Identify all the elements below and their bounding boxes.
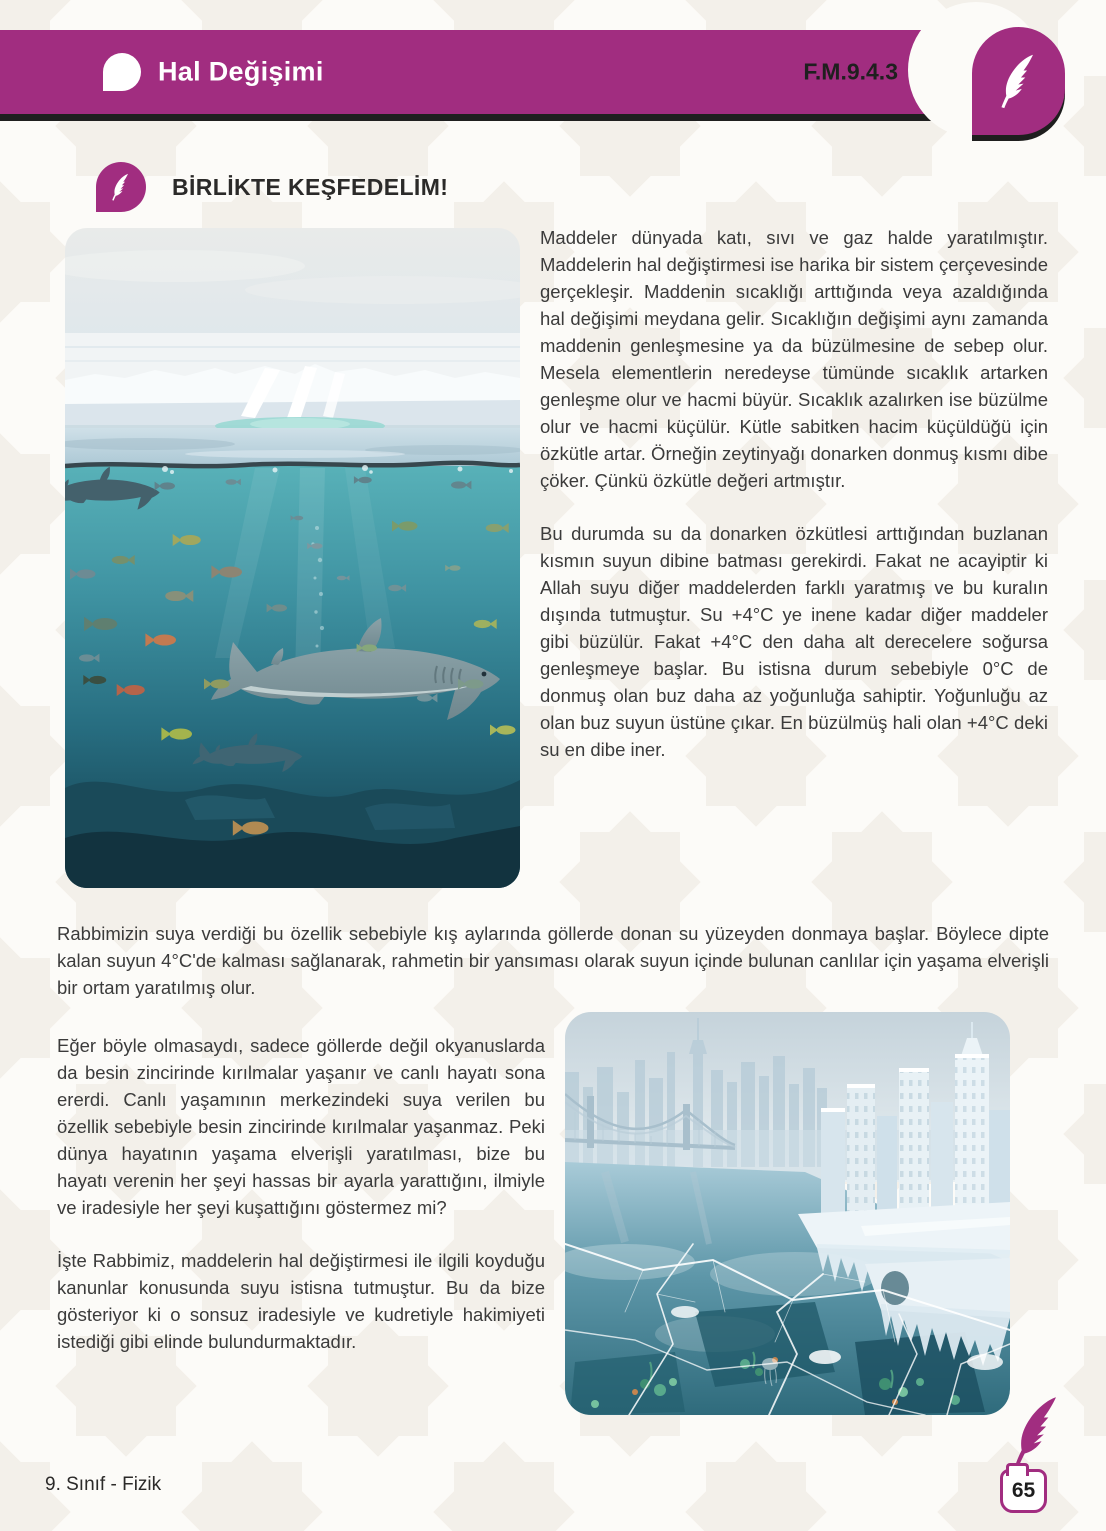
frozen-city-scene xyxy=(565,1012,1010,1415)
feather-icon xyxy=(991,53,1047,109)
frozen-city-photo xyxy=(565,1012,1010,1415)
iceberg-underwater-scene xyxy=(65,228,520,888)
chapter-banner xyxy=(0,30,990,114)
iceberg-underwater-photo xyxy=(65,228,520,888)
quill-icon xyxy=(1002,1385,1074,1477)
drop-icon xyxy=(103,53,141,91)
paragraph: İşte Rabbimiz, maddelerin hal değiştirmesi ile ilgili koyduğu kanunlar konusunda suyu istisna tutmuştur. Bu da bize gösteriyor ki o sonsuz iradesiyle ve kudretiyle hakimiyeti istediği gibi elinde bulundurmaktadır. xyxy=(57,1250,545,1352)
feather-icon xyxy=(107,173,135,201)
section-heading xyxy=(96,162,448,212)
paragraph: Eğer böyle olmasaydı, sadece göllerde değil okyanuslarda da besin zincirinde kırılmalar yaşanır ve canlı hayatı sona ererdi. Canlı yaşamının merkezindeki suya verilen bu özellik sebebiyle besin zincirinde kırılmalar yaşanmaz. Peki dünya hayatının yaşama elverişli yaratılması, bize bu hayatı verenin her şeyi hassas bir ayarla yarattığını, ilmiyle ve iradesiyle her şeyi kuşattığını göstermez mi? xyxy=(57,1035,545,1218)
curriculum-code: F.M.9.4.3 xyxy=(803,58,898,85)
feather-drop-icon xyxy=(96,162,146,212)
course-label: 9. Sınıf - Fizik xyxy=(45,1474,162,1495)
closing-text-column xyxy=(57,1032,545,1355)
paragraph: Maddeler dünyada katı, sıvı ve gaz halde yaratılmıştır. Maddelerin hal değiştirmesi ise harika bir sistem çerçevesinde gerçekleşir. Maddenin sıcaklığı arttığında veya azaldığında hal değişimi meydana gelir. Sıcaklığın değişimi aynı zamanda maddenin genleşmesine ya da büzülmesine de sebep olur. Mesela elementlerin neredeyse tümünde sıcaklık artarken genleşme olur ve hacmi büyür. Sıcaklık azalırken ise büzülme olur ve hacmi küçülür. Kütle sabitken hacim küçüldüğü için özkütle artar. Örneğin zeytinyağı donarken donmuş kısmı dibe çöker. Çünkü özkütle değeri artmıştır. xyxy=(540,227,1048,491)
chapter-title: Hal Değişimi xyxy=(158,56,324,87)
full-width-paragraph: Rabbimizin suya verdiği bu özellik sebebiyle kış aylarında göllerde donan su yüzeyden donmaya başlar. Böylece dipte kalan suyun 4°C'de kalması sağlanarak, rahmetin bir yansıması olarak suyun içinde bulunan canlılar için yaşama elverişli bir ortam yaratılmış olur. xyxy=(57,923,1049,998)
section-title: BİRLİKTE KEŞFEDELİM! xyxy=(172,173,449,200)
intro-text-column xyxy=(540,224,1048,763)
page-number: 65 xyxy=(1011,1479,1036,1502)
feather-badge xyxy=(972,27,1065,135)
paragraph: Bu durumda su da donarken özkütlesi arttığından buzlanan kısmın suyun dibine batması gerekirdi. Fakat ne acayiptir ki Allah suyu diğer maddelerden farklı yaratmış ve bu kuralın dışında tutmuştur. Su +4°C ye inene kadar diğer maddeler gibi büzülür. Fakat +4°C den daha alt derecelere soğursa genleşmeye başlar. Bu istisna durum sebebiyle 0°C de donmuş olan buz daha az yoğunluğa sahiptir. Yoğunluğu az olan buz suyun üstüne çıkar. En büzülmüş hali olan +4°C deki su en dibe iner. xyxy=(540,523,1048,760)
